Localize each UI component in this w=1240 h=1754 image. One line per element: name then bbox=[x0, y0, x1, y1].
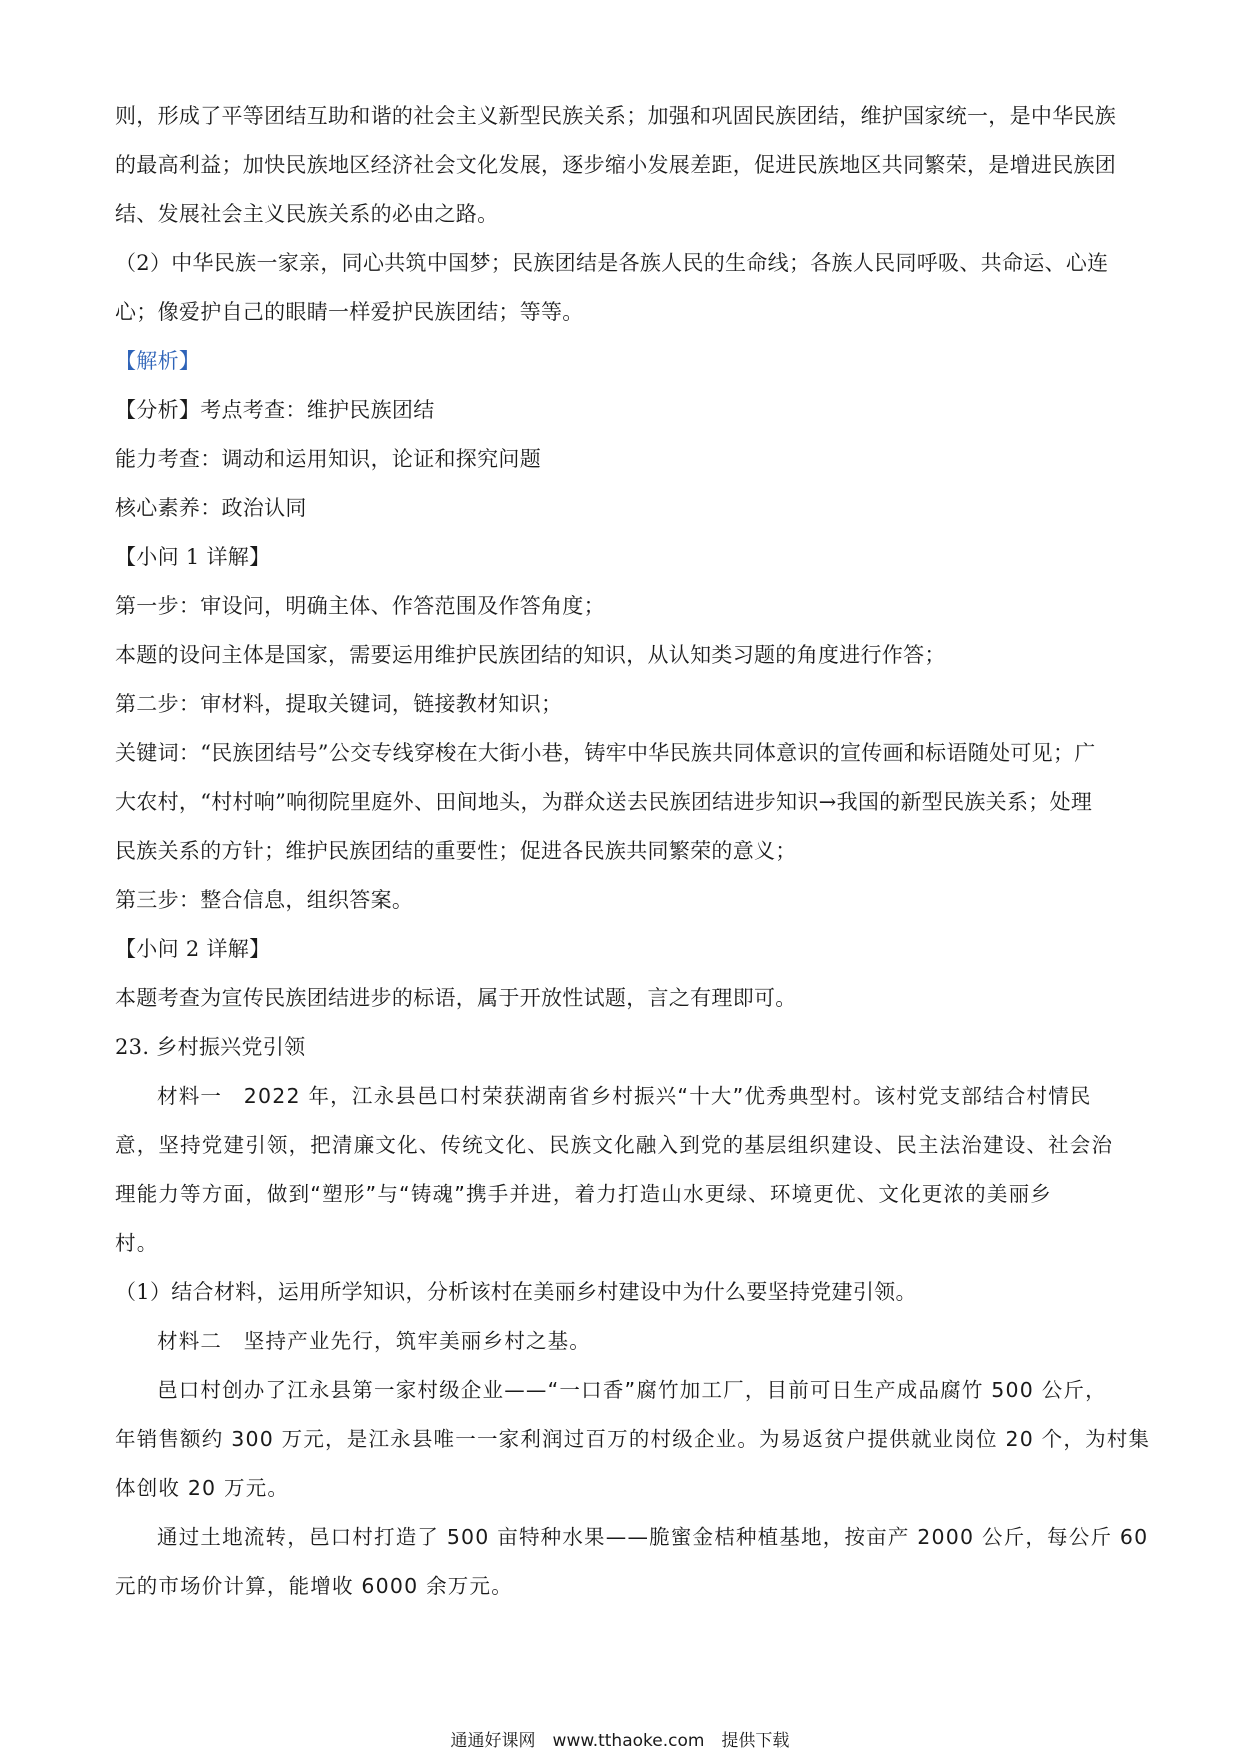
material-2-title: 材料二 坚持产业先行，筑牢美丽乡村之基。 bbox=[157, 1329, 591, 1353]
answer-line: 则，形成了平等团结互助和谐的社会主义新型民族关系；加强和巩固民族团结，维护国家统一，是中华民族 bbox=[115, 104, 1117, 128]
answer-line: 的最高利益；加快民族地区经济社会文化发展，逐步缩小发展差距，促进民族地区共同繁荣，是增进民族团 bbox=[115, 153, 1117, 177]
keywords-line: 关键词：“民族团结号”公交专线穿梭在大街小巷，铸牢中华民族共同体意识的宣传画和标语随处可见；广 bbox=[115, 741, 1096, 765]
step-1: 第一步：审设问，明确主体、作答范围及作答角度； bbox=[115, 594, 605, 618]
answer-line: 结、发展社会主义民族关系的必由之路。 bbox=[115, 202, 499, 226]
step-1-detail: 本题的设问主体是国家，需要运用维护民族团结的知识，从认知类习题的角度进行作答； bbox=[115, 643, 946, 667]
question-23-title: 23. 乡村振兴党引领 bbox=[115, 1035, 306, 1059]
step-3: 第三步：整合信息，组织答案。 bbox=[115, 888, 414, 912]
q1-detail-heading: 【小问 1 详解】 bbox=[115, 545, 271, 569]
material-2-line: 邑口村创办了江永县第一家村级企业——“一口香”腐竹加工厂，目前可日生产成品腐竹 500 公斤， bbox=[157, 1378, 1107, 1402]
keywords-line: 大农村，“村村响”响彻院里庭外、田间地头，为群众送去民族团结进步知识→我国的新型民族关系；处理 bbox=[115, 790, 1093, 814]
page-footer: 通通好课网 www.tthaoke.com 提供下载 bbox=[450, 1731, 790, 1751]
analysis-fenxi: 【分析】考点考查：维护民族团结 bbox=[115, 398, 435, 422]
material-1-line: 理能力等方面，做到“塑形”与“铸魂”携手并进，着力打造山水更绿、环境更优、文化更浓的美丽乡 bbox=[115, 1182, 1052, 1206]
material-2-line: 体创收 20 万元。 bbox=[115, 1476, 290, 1500]
material-2-line: 年销售额约 300 万元，是江永县唯一一家利润过百万的村级企业。为易返贫户提供就业岗位 20 个，为村集 bbox=[115, 1427, 1151, 1451]
document-page bbox=[115, 92, 1151, 1611]
analysis-nengli: 能力考查：调动和运用知识，论证和探究问题 bbox=[115, 447, 541, 471]
material-2-line: 通过土地流转，邑口村打造了 500 亩特种水果——脆蜜金桔种植基地，按亩产 2000 公斤，每公斤 60 bbox=[157, 1525, 1149, 1549]
question-23-1: （1）结合材料，运用所学知识，分析该村在美丽乡村建设中为什么要坚持党建引领。 bbox=[115, 1280, 917, 1304]
material-1-line: 村。 bbox=[115, 1231, 159, 1255]
step-2: 第二步：审材料，提取关键词，链接教材知识； bbox=[115, 692, 563, 716]
material-2-line: 元的市场价计算，能增收 6000 余万元。 bbox=[115, 1574, 513, 1598]
q2-detail-heading: 【小问 2 详解】 bbox=[115, 937, 271, 961]
answer-line: 心；像爱护自己的眼睛一样爱护民族团结；等等。 bbox=[115, 300, 584, 324]
material-1-line: 材料一 2022 年，江永县邑口村荣获湖南省乡村振兴“十大”优秀典型村。该村党支部结合村情民 bbox=[157, 1084, 1092, 1108]
analysis-hexin: 核心素养：政治认同 bbox=[115, 496, 307, 520]
material-1-line: 意，坚持党建引领，把清廉文化、传统文化、民族文化融入到党的基层组织建设、民主法治建设、社会治 bbox=[115, 1133, 1114, 1157]
answer-line: （2）中华民族一家亲，同心共筑中国梦；民族团结是各族人民的生命线；各族人民同呼吸、共命运、心连 bbox=[115, 251, 1109, 275]
analysis-heading: 【解析】 bbox=[115, 349, 201, 373]
keywords-line: 民族关系的方针；维护民族团结的重要性；促进各民族共同繁荣的意义； bbox=[115, 839, 797, 863]
q2-detail: 本题考查为宣传民族团结进步的标语，属于开放性试题，言之有理即可。 bbox=[115, 986, 797, 1010]
